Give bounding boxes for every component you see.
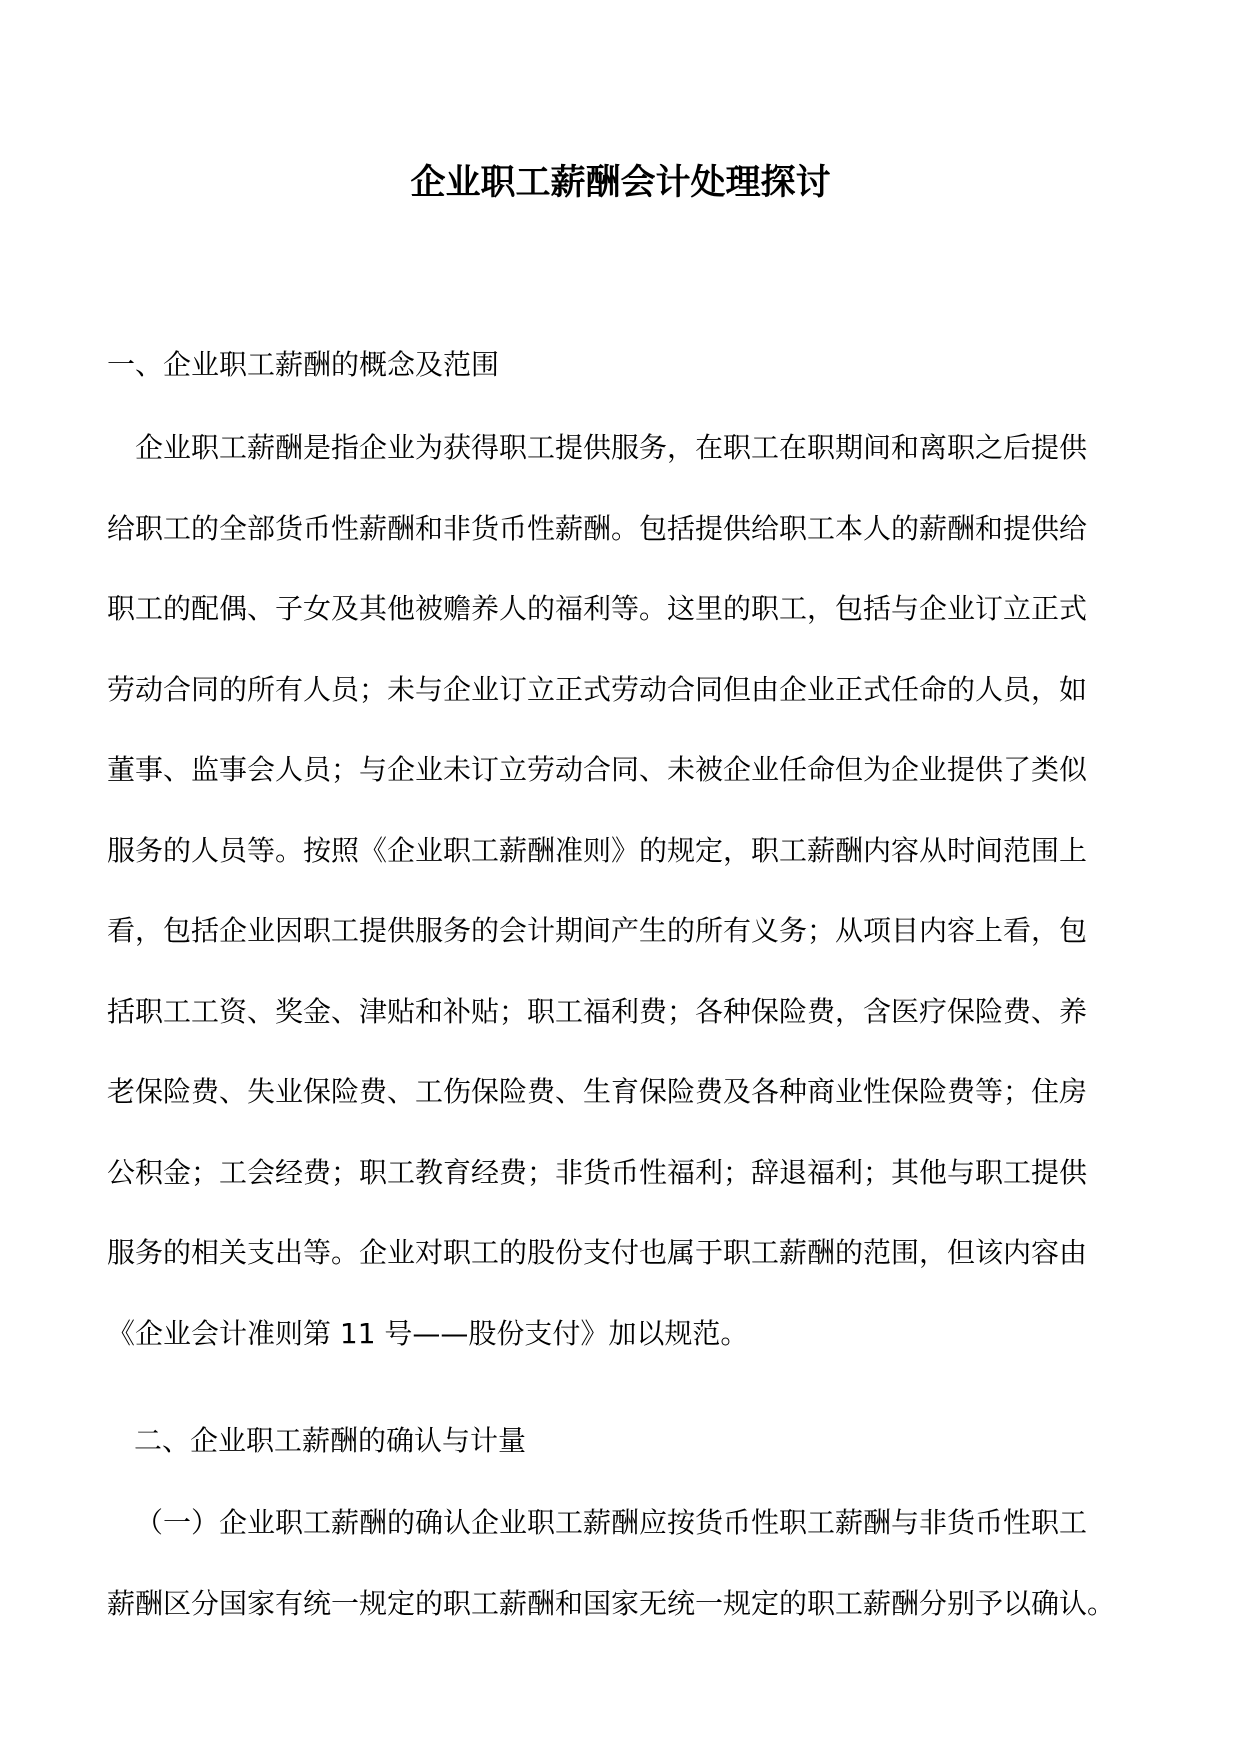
- paragraph-line: （一）企业职工薪酬的确认企业职工薪酬应按货币性职工薪酬与非货币性职工: [135, 1506, 1088, 1539]
- section-2-paragraph: [107, 1483, 1115, 1644]
- paragraph-line: 职工的配偶、子女及其他被赡养人的福利等。这里的职工，包括与企业订立正式: [107, 592, 1088, 625]
- paragraph-line: 服务的人员等。按照《企业职工薪酬准则》的规定，职工薪酬内容从时间范围上: [107, 833, 1088, 867]
- paragraph-line: 老保险费、失业保险费、工伤保险费、生育保险费及各种商业性保险费等；住房: [107, 1075, 1088, 1108]
- paragraph-line: 企业职工薪酬是指企业为获得职工提供服务，在职工在职期间和离职之后提供: [135, 431, 1088, 464]
- paragraph-line: 给职工的全部货币性薪酬和非货币性薪酬。包括提供给职工本人的薪酬和提供给: [107, 511, 1088, 545]
- paragraph-line: 劳动合同的所有人员；未与企业订立正式劳动合同但由企业正式任命的人员，如: [107, 672, 1088, 706]
- paragraph-line: 薪酬区分国家有统一规定的职工薪酬和国家无统一规定的职工薪酬分别予以确认。: [107, 1586, 1116, 1620]
- paragraph-line: 看，包括企业因职工提供服务的会计期间产生的所有义务；从项目内容上看，包: [107, 914, 1088, 947]
- document-title: 企业职工薪酬会计处理探讨: [410, 162, 831, 203]
- section-1-paragraph: [107, 408, 1137, 1374]
- paragraph-line: 董事、监事会人员；与企业未订立劳动合同、未被企业任命但为企业提供了类似: [107, 753, 1088, 786]
- section-2-heading: 二、企业职工薪酬的确认与计量: [134, 1424, 527, 1457]
- paragraph-line: 公积金；工会经费；职工教育经费；非货币性福利；辞退福利；其他与职工提供: [107, 1155, 1088, 1189]
- paragraph-line: 服务的相关支出等。企业对职工的股份支付也属于职工薪酬的范围，但该内容由: [107, 1236, 1088, 1269]
- paragraph-line: 《企业会计准则第 11 号——股份支付》加以规范。: [107, 1316, 749, 1350]
- paragraph-line: 括职工工资、奖金、津贴和补贴；职工福利费；各种保险费，含医疗保险费、养: [107, 994, 1088, 1028]
- section-1-heading: 一、企业职工薪酬的概念及范围: [107, 348, 500, 381]
